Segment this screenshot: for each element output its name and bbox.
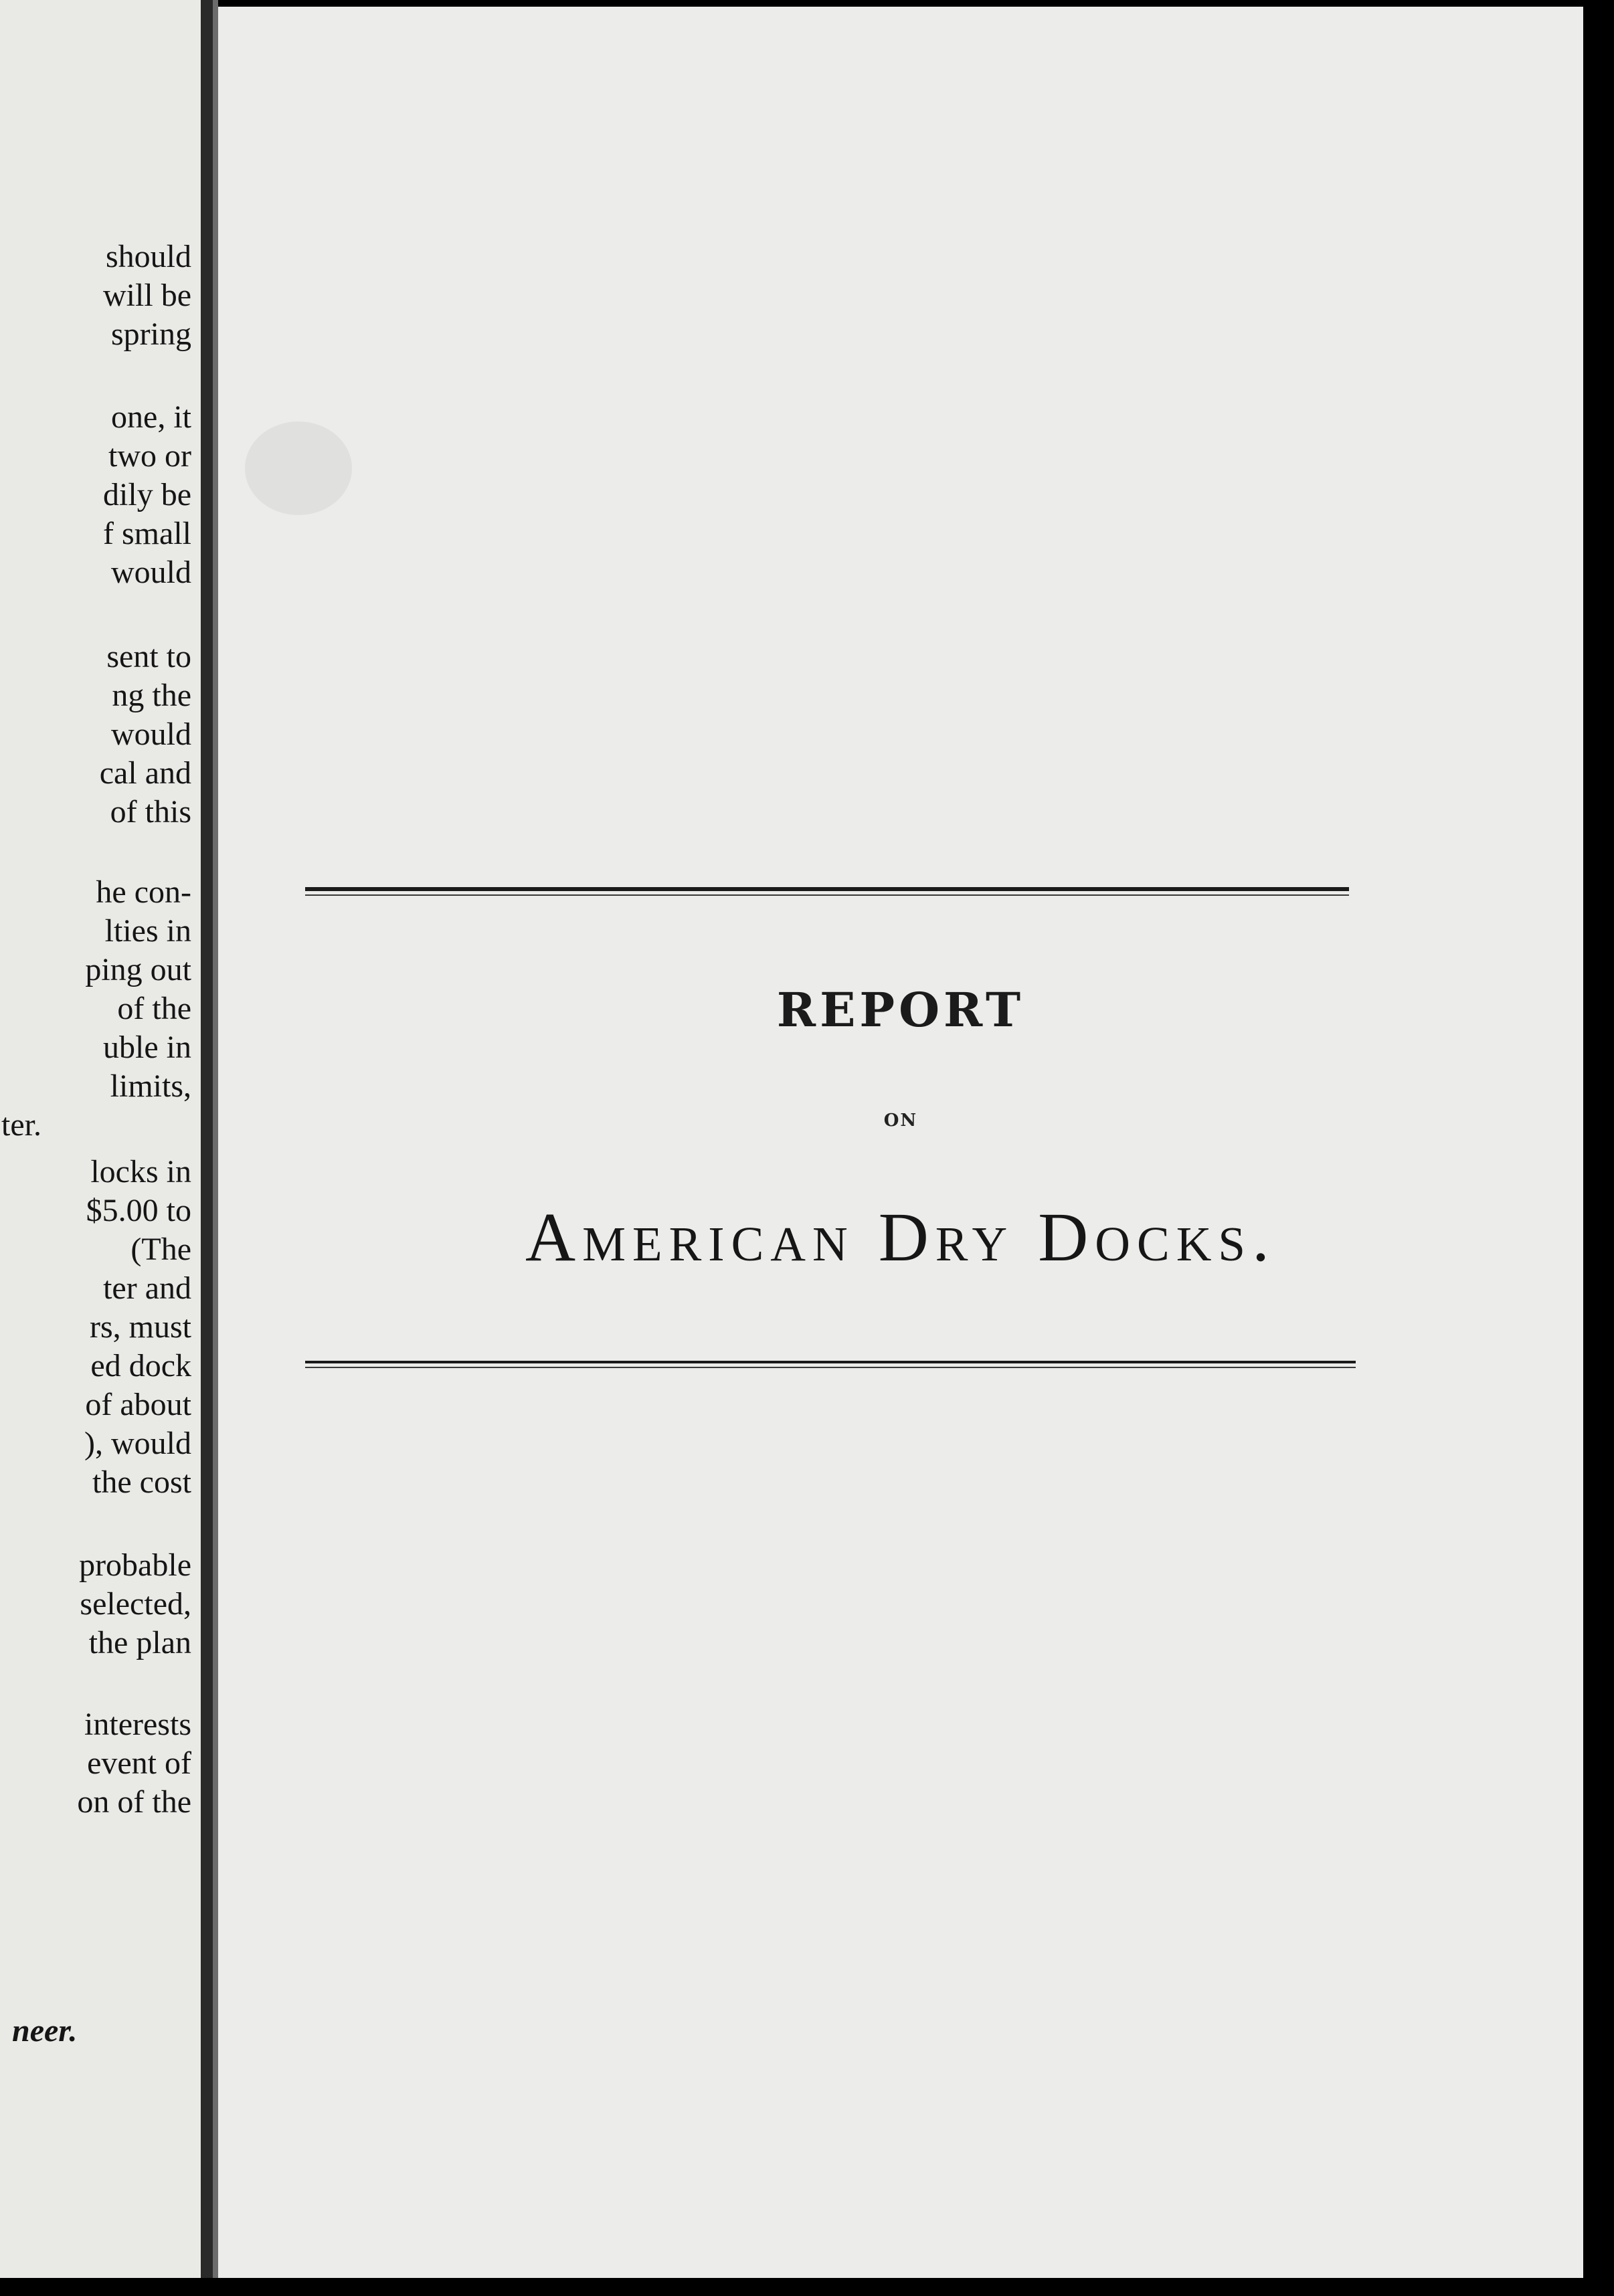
- left-text-line: would: [111, 555, 191, 590]
- left-text-line: should: [105, 239, 191, 274]
- left-text-line: of about: [85, 1387, 191, 1422]
- left-text-line: would: [111, 716, 191, 752]
- left-text-line: ed dock: [90, 1348, 191, 1383]
- left-text-line: one, it: [111, 399, 191, 435]
- left-text-line: limits,: [110, 1068, 191, 1104]
- left-text-line: on of the: [77, 1784, 191, 1820]
- left-text-line: ter.: [1, 1107, 41, 1143]
- scan-border-right: [1583, 0, 1614, 2296]
- left-text-line: uble in: [103, 1030, 191, 1065]
- left-text-line: the plan: [88, 1625, 191, 1660]
- left-signature-fragment: neer.: [12, 2013, 78, 2048]
- left-text-line: two or: [108, 438, 191, 474]
- left-text-line: of this: [110, 794, 191, 830]
- left-text-line: spring: [111, 316, 191, 352]
- left-text-line: (The: [130, 1232, 191, 1267]
- left-text-line: $5.00 to: [86, 1193, 191, 1228]
- top-double-rule: [305, 887, 1349, 896]
- left-text-line: of the: [117, 991, 191, 1026]
- paper-smudge: [245, 421, 352, 515]
- left-text-line: ping out: [85, 952, 191, 987]
- spine-edge: [213, 0, 218, 2296]
- bottom-double-rule: [305, 1361, 1356, 1370]
- left-text-line: ter and: [103, 1270, 191, 1306]
- left-text-line: cal and: [99, 755, 191, 791]
- connector-word: ON: [883, 1111, 918, 1131]
- left-text-line: f small: [103, 516, 191, 551]
- left-text-line: he con-: [96, 874, 191, 910]
- left-text-line: will be: [103, 278, 191, 313]
- left-text-line: ng the: [112, 678, 191, 713]
- left-text-line: interests: [84, 1707, 191, 1742]
- left-text-line: sent to: [106, 639, 191, 674]
- left-text-line: the cost: [92, 1464, 191, 1500]
- left-text-line: selected,: [80, 1586, 191, 1622]
- left-text-line: dily be: [103, 477, 191, 512]
- scan-border-bottom: [0, 2278, 1614, 2296]
- left-text-line: rs, must: [89, 1309, 191, 1345]
- document-title: American Dry Docks.: [525, 1199, 1277, 1276]
- left-text-line: probable: [79, 1547, 191, 1583]
- left-text-line: locks in: [90, 1154, 191, 1189]
- left-text-line: event of: [87, 1745, 191, 1781]
- left-text-line: ), would: [84, 1426, 191, 1461]
- report-heading: REPORT: [776, 982, 1025, 1038]
- left-page-fragment: [0, 0, 201, 2278]
- left-text-line: lties in: [104, 913, 191, 949]
- title-page: [218, 7, 1583, 2283]
- spine-shadow: [201, 0, 213, 2296]
